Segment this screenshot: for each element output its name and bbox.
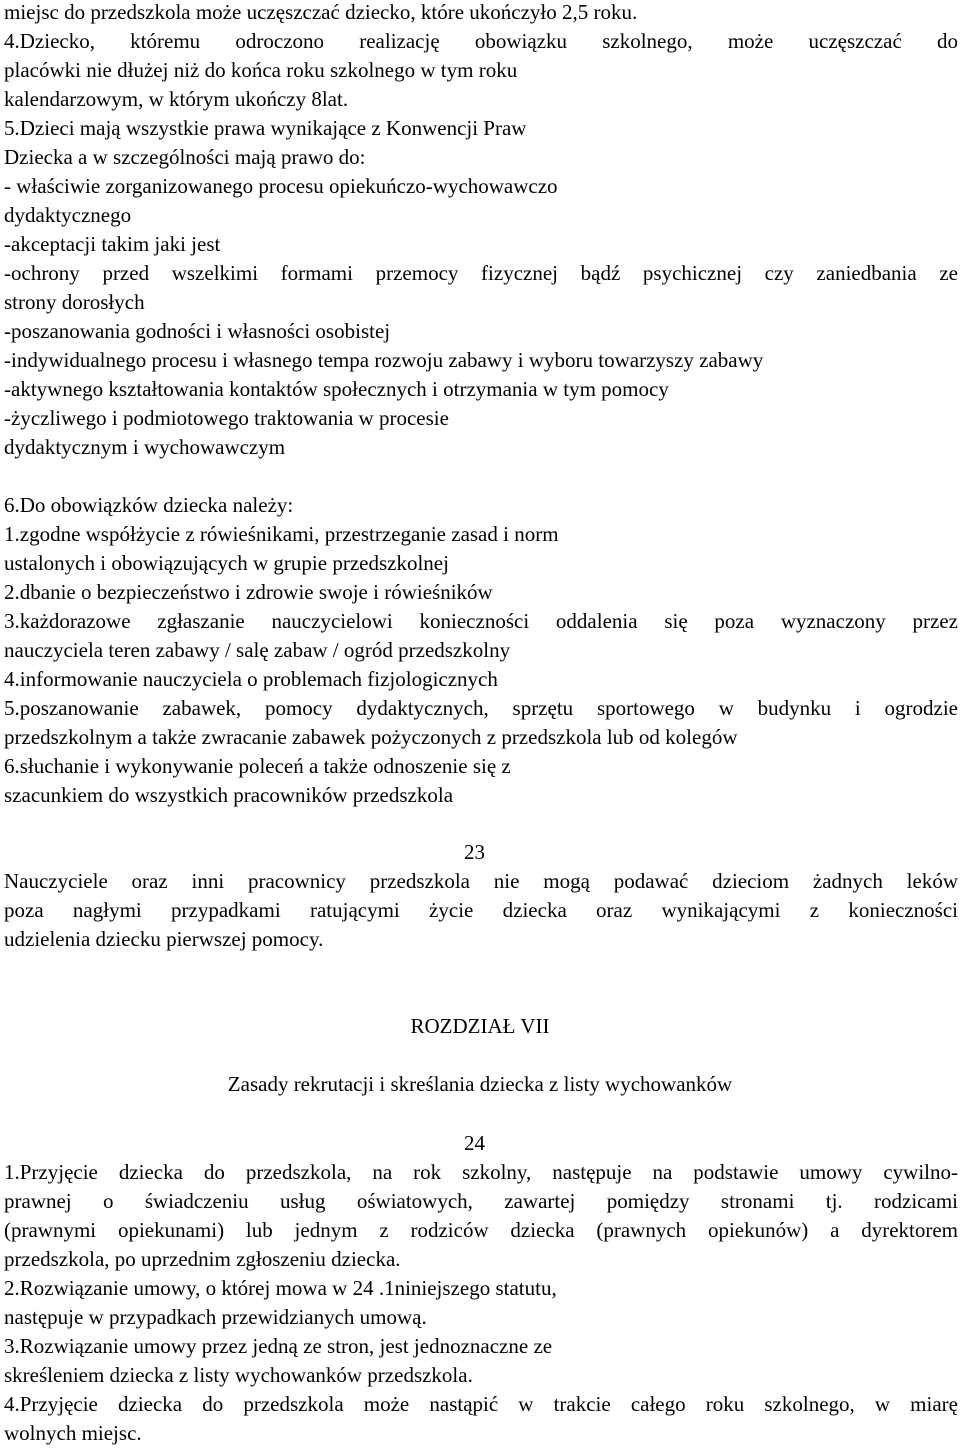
text-line: strony dorosłych — [4, 290, 145, 314]
text-line: 4.informowanie nauczyciela o problemach fizjologicznych — [4, 667, 498, 691]
text-line: -aktywnego kształtowania kontaktów społecznych i otrzymania w tym pomocy — [4, 377, 669, 401]
text-line: -ochrony przed wszelkimi formami przemocy fizycznej bądź psychicznej czy zaniedbania ze — [4, 261, 958, 285]
text-line: udzielenia dziecku pierwszej pomocy. — [4, 927, 324, 951]
text-line: 6.Do obowiązków dziecka należy: — [4, 493, 294, 517]
text-line: 1.Przyjęcie dziecka do przedszkola, na rok szkolny, następuje na podstawie umowy cywilno- — [4, 1160, 958, 1184]
text-line: kalendarzowym, w którym ukończy 8lat. — [4, 87, 349, 111]
text-line: -poszanowania godności i własności osobistej — [4, 319, 391, 343]
text-line: skreśleniem dziecka z listy wychowanków przedszkola. — [4, 1363, 473, 1387]
text-line: 6.słuchanie i wykonywanie poleceń a także odnoszenie się z — [4, 754, 511, 778]
section-number: 24 — [464, 1131, 485, 1155]
text-line: 4.Dziecko, któremu odroczono realizację obowiązku szkolnego, może uczęszczać do — [4, 29, 958, 53]
text-line: - właściwie zorganizowanego procesu opiekuńczo-wychowawczo — [4, 174, 558, 198]
text-fragment: 2.Rozwiązanie umowy, o której mowa w — [4, 1276, 348, 1300]
text-line: poza nagłymi przypadkami ratującymi życie dziecka oraz wynikającymi z konieczności — [4, 898, 958, 922]
section-number: 23 — [464, 840, 485, 864]
text-line: ustalonych i obowiązujących w grupie przedszkolnej — [4, 551, 449, 575]
text-line: -indywidualnego procesu i własnego tempa rozwoju zabawy i wyboru towarzyszy zabawy — [4, 348, 764, 372]
section-heading-24 — [464, 1129, 960, 1158]
text-fragment: 24 .1niniejszego statutu, — [347, 1276, 557, 1300]
text-line — [4, 1274, 960, 1303]
text-line: wolnych miejsc. — [4, 1421, 142, 1445]
text-line: 4.Przyjęcie dziecka do przedszkola może nastąpić w trakcie całego roku szkolnego, w miarę — [4, 1392, 958, 1416]
text-line: Nauczyciele oraz inni pracownicy przedszkola nie mogą podawać dzieciom żadnych leków — [4, 869, 958, 893]
text-line: 3.każdorazowe zgłaszanie nauczycielowi konieczności oddalenia się poza wyznaczony przez — [4, 609, 958, 633]
text-line: następuje w przypadkach przewidzianych umową. — [4, 1305, 427, 1329]
section-heading-23 — [464, 838, 960, 867]
text-line: dydaktycznego — [4, 203, 132, 227]
text-line: 1.zgodne współżycie z rówieśnikami, przestrzeganie zasad i norm — [4, 522, 559, 546]
text-line: szacunkiem do wszystkich pracowników przedszkola — [4, 783, 454, 807]
chapter-title: ROZDZIAŁ VII — [410, 1014, 550, 1038]
text-line: miejsc do przedszkola może uczęszczać dziecko, które ukończyło 2,5 roku. — [4, 0, 638, 24]
text-line: 5.poszanowanie zabawek, pomocy dydaktycznych, sprzętu sportowego w budynku i ogrodzie — [4, 696, 958, 720]
text-line: 3.Rozwiązanie umowy przez jedną ze stron, jest jednoznaczne ze — [4, 1334, 553, 1358]
text-line: nauczyciela teren zabawy / salę zabaw / ogród przedszkolny — [4, 638, 511, 662]
chapter-subtitle: Zasady rekrutacji i skreślania dziecka z listy wychowanków — [227, 1072, 733, 1096]
text-line: dydaktycznym i wychowawczym — [4, 435, 286, 459]
text-line: -akceptacji takim jaki jest — [4, 232, 221, 256]
text-line: (prawnymi opiekunami) lub jednym z rodziców dziecka (prawnych opiekunów) a dyrektorem — [4, 1218, 958, 1242]
text-line: 5.Dzieci mają wszystkie prawa wynikające z Konwencji Praw — [4, 116, 527, 140]
text-line: -życzliwego i podmiotowego traktowania w procesie — [4, 406, 449, 430]
text-line: placówki nie dłużej niż do końca roku szkolnego w tym roku — [4, 58, 518, 82]
text-line: przedszkolnym a także zwracanie zabawek pożyczonych z przedszkola lub od kolegów — [4, 725, 738, 749]
text-line: 2.dbanie o bezpieczeństwo i zdrowie swoje i rówieśników — [4, 580, 493, 604]
text-line: prawnej o świadczeniu usług oświatowych, zawartej pomiędzy stronami tj. rodzicami — [4, 1189, 958, 1213]
text-line: przedszkola, po uprzednim zgłoszeniu dziecka. — [4, 1247, 401, 1271]
text-line: Dziecka a w szczególności mają prawo do: — [4, 145, 366, 169]
